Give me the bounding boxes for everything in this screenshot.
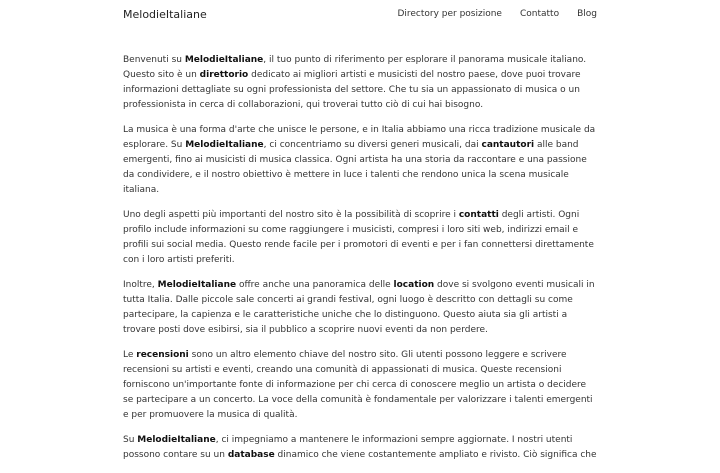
nav-link-blog[interactable]: Blog — [577, 9, 597, 19]
text-segment: dove si svolgono eventi musicali in tutta Italia. Dalle piccole sale concerti ai grandi festival, ogni luogo è descritto con dettagli su come partecipare, la capienza e le caratteristiche uniche che lo distinguono. Questo aiuta sia gli artisti a trovare posti dove esibirsi, sia il pubblico a scoprire nuovi eventi da non perdere. — [123, 280, 595, 335]
text-segment: Inoltre, — [123, 280, 158, 290]
site-title-link[interactable]: MelodieItaliane — [123, 8, 207, 21]
text-segment: Benvenuti su — [123, 55, 185, 65]
nav-link-directory[interactable]: Directory per posizione — [397, 9, 502, 19]
bold-site-name: MelodieItaliane — [157, 280, 237, 290]
main-nav — [397, 9, 597, 19]
paragraph-reviews — [123, 348, 597, 423]
text-segment: sono un altro elemento chiave del nostro sito. Gli utenti possono leggere e scrivere recensioni su artisti e eventi, creando una comunità di appassionati di musica. Queste recensioni forniscono un'importante fonte di informazione per chi cerca di conoscere meglio un artista o decidere se partecipare a un concerto. La voce della comunità è fondamentale per valorizzare i talenti emergenti e per promuovere la musica di qualità. — [123, 350, 593, 420]
main-content — [123, 53, 597, 473]
bold-keyword: contatti — [458, 210, 499, 220]
text-segment: Le — [123, 350, 137, 360]
bold-keyword: location — [393, 280, 435, 290]
bold-keyword: database — [227, 450, 275, 460]
text-segment: , ci concentriamo su diversi generi musicali, dai — [263, 140, 482, 150]
site-header — [0, 0, 720, 30]
paragraph-locations — [123, 278, 597, 338]
text-segment: La musica è una forma d'arte che unisce le persone, e in Italia abbiamo una ricca tradizione musicale da esplorare. Su — [123, 125, 596, 150]
text-segment: Uno degli aspetti più importanti del nostro sito è la possibilità di scoprire i — [123, 210, 459, 220]
paragraph-contacts — [123, 208, 597, 268]
text-segment: dedicato ai migliori artisti e musicisti del nostro paese, dove puoi trovare informazioni dettagliate su ogni professionista del settore. Che tu sia un appassionato di musica o un professionista in cerca di collaborazioni, qui troverai tutto ciò di cui hai bisogno. — [123, 70, 581, 110]
text-segment: , ci impegniamo a mantenere le informazioni sempre aggiornate. I nostri utenti possono contare su un — [123, 435, 573, 460]
paragraph-intro — [123, 53, 597, 113]
bold-site-name: MelodieItaliane — [185, 140, 264, 150]
nav-link-contatto[interactable]: Contatto — [519, 9, 560, 19]
text-segment: alle band emergenti, fino ai musicisti di musica classica. Ogni artista ha una storia da raccontare e una passione da condividere, e il nostro obiettivo è mettere in luce i talenti che rendono unica la scena musicale italiana. — [123, 140, 587, 195]
text-segment: offre anche una panoramica delle — [236, 280, 394, 290]
bold-keyword: cantautori — [481, 140, 535, 150]
text-segment: degli artisti. Ogni profilo include informazioni su come raggiungere i musicisti, compresi i loro siti web, indirizzi email e profili sui social media. Questo rende facile per i promotori di eventi e per i fan connettersi direttamente con i loro artisti preferiti. — [123, 210, 594, 265]
bold-site-name: MelodieItaliane — [184, 55, 264, 65]
text-segment: , il tuo punto di riferimento per esplorare il panorama musicale italiano. Questo sito è un — [123, 55, 587, 80]
bold-keyword: direttorio — [199, 70, 249, 80]
bold-keyword: recensioni — [136, 350, 189, 360]
text-segment: Su — [123, 435, 138, 445]
paragraph-music — [123, 123, 597, 198]
text-segment: dinamico che viene costantemente ampliato e rivisto. Ciò significa che — [274, 450, 597, 460]
paragraph-database — [123, 433, 597, 463]
bold-site-name: MelodieItaliane — [137, 435, 216, 445]
